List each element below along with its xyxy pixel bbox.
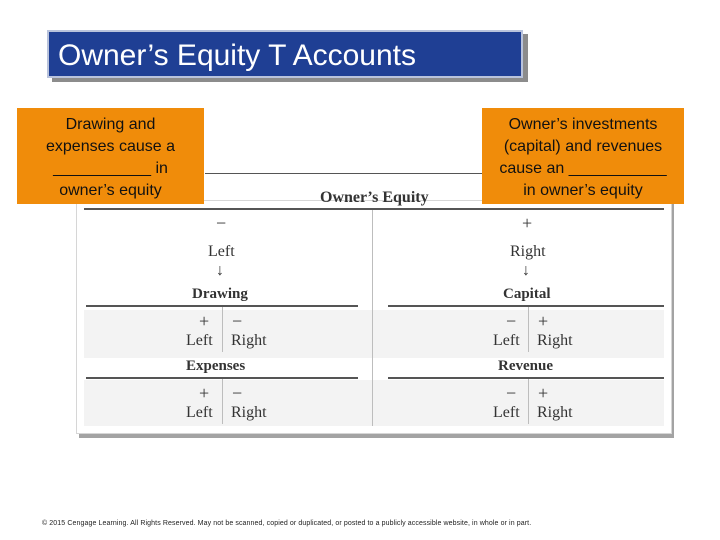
capital-account-title: Capital (503, 286, 551, 302)
drawing-left-sign: + (199, 311, 210, 331)
callout-decrease: Drawing and expenses cause a ___________ in owner’s equity (17, 108, 204, 204)
capital-left-sign: − (506, 311, 517, 331)
down-arrow-icon: ↓ (522, 262, 530, 279)
equity-right-label: Right (510, 243, 546, 260)
revenue-account-title: Revenue (498, 358, 553, 374)
drawing-left-label: Left (186, 332, 213, 349)
owners-equity-header: Owner’s Equity (320, 189, 429, 206)
equity-t-divider (372, 210, 373, 426)
expenses-t-divider (222, 379, 223, 424)
capital-t-rule (388, 305, 664, 307)
callout-increase: Owner’s investments (capital) and revenues cause an ___________ in owner’s equity (482, 108, 684, 204)
revenue-left-sign: − (506, 383, 517, 403)
capital-right-label: Right (537, 332, 573, 349)
drawing-right-sign: − (232, 311, 243, 331)
expenses-right-label: Right (231, 404, 267, 421)
expenses-account-title: Expenses (186, 358, 246, 374)
figure-top-rule (205, 173, 483, 174)
revenue-right-sign: + (538, 383, 549, 403)
expenses-left-label: Left (186, 404, 213, 421)
revenue-left-label: Left (493, 404, 520, 421)
revenue-t-rule (388, 377, 664, 379)
equity-t-rule (84, 208, 664, 210)
revenue-t-divider (528, 379, 529, 424)
equity-right-sign: + (522, 213, 533, 233)
down-arrow-icon: ↓ (216, 262, 224, 279)
copyright-footer: © 2015 Cengage Learning. All Rights Reserved. May not be scanned, copied or duplicated, or posted to a publicly accessible website, in whole or in part. (42, 520, 532, 527)
slide-title: Owner’s Equity T Accounts (47, 30, 523, 78)
drawing-account-title: Drawing (192, 286, 248, 302)
equity-left-label: Left (208, 243, 235, 260)
expenses-left-sign: + (199, 383, 210, 403)
expenses-right-sign: − (232, 383, 243, 403)
drawing-right-label: Right (231, 332, 267, 349)
shade-band-top (84, 310, 664, 358)
capital-right-sign: + (538, 311, 549, 331)
capital-t-divider (528, 307, 529, 352)
drawing-t-divider (222, 307, 223, 352)
capital-left-label: Left (493, 332, 520, 349)
equity-left-sign: − (216, 213, 227, 233)
shade-band-bottom (84, 380, 664, 426)
revenue-right-label: Right (537, 404, 573, 421)
